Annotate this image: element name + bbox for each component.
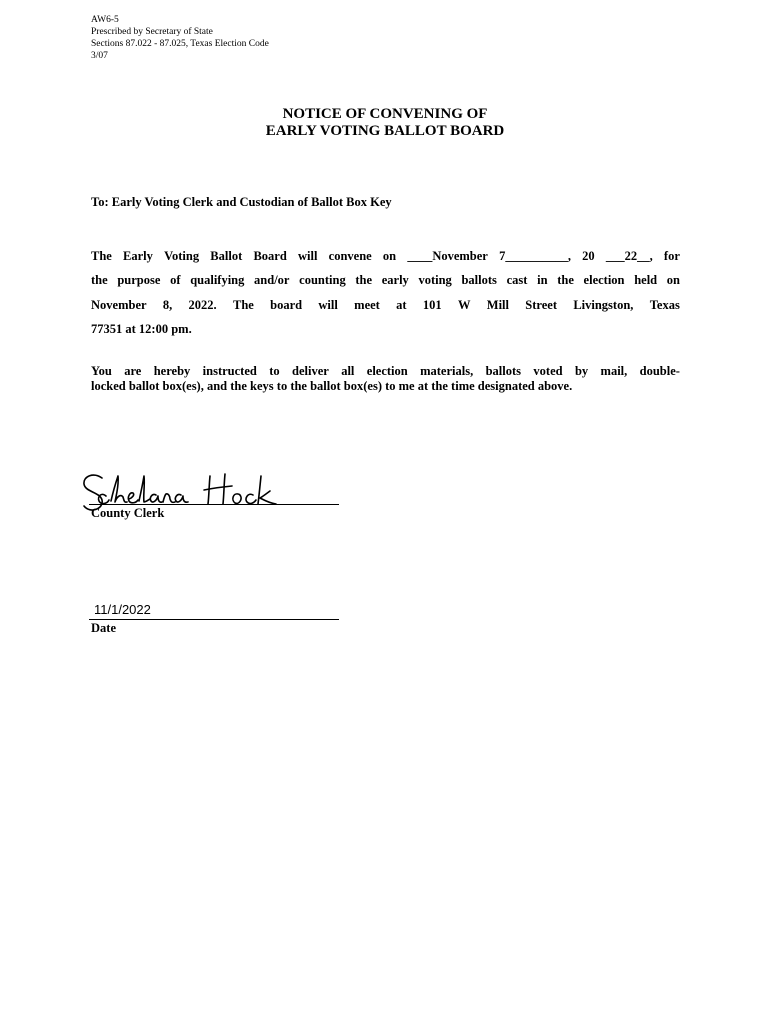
word: the	[355, 273, 373, 288]
paragraph-line	[91, 364, 680, 379]
word: ballots	[461, 273, 497, 288]
word: Mill	[486, 297, 509, 312]
word: and/or	[254, 273, 290, 288]
word: election	[583, 273, 625, 288]
paragraph-line-last: locked ballot box(es), and the keys to the ballot box(es) to me at the time designated above.	[91, 379, 573, 393]
form-header	[91, 14, 269, 62]
salutation: To: Early Voting Clerk and Custodian of Ballot Box Key	[91, 195, 392, 209]
form-revision: 3/07	[91, 51, 108, 61]
word: Livingston,	[573, 297, 634, 312]
code-sections: Sections 87.022 - 87.025, Texas Election Code	[91, 39, 269, 49]
word: ballots	[485, 364, 522, 378]
date-value: 11/1/2022	[94, 602, 151, 617]
word: voting	[418, 273, 452, 288]
word: purpose	[117, 273, 161, 288]
word: The	[91, 249, 112, 263]
word: for	[663, 249, 680, 263]
word: will	[318, 297, 338, 312]
word: the	[557, 273, 574, 288]
word: You	[91, 364, 112, 378]
word: at	[396, 297, 407, 312]
word: 101	[422, 297, 442, 312]
word: on	[382, 249, 397, 263]
county-clerk-label: County Clerk	[91, 506, 165, 520]
word: Ballot	[210, 249, 243, 263]
word: Board	[253, 249, 287, 263]
word: materials,	[420, 364, 474, 378]
word: the	[91, 273, 108, 288]
instruction-paragraph	[91, 364, 680, 394]
word: 8,	[162, 297, 173, 312]
word: instructed	[202, 364, 257, 378]
word: 2022.	[188, 297, 217, 312]
word: Voting	[164, 249, 200, 263]
word: cast	[506, 273, 528, 288]
word: 20	[582, 249, 595, 263]
word: voted	[533, 364, 563, 378]
word: qualifying	[190, 273, 245, 288]
word: board	[270, 297, 303, 312]
word: will	[297, 249, 318, 263]
paragraph-line-last: 77351 at 12:00 pm.	[91, 321, 192, 336]
word: counting	[299, 273, 346, 288]
word: Early	[123, 249, 153, 263]
paragraph-line	[91, 272, 680, 296]
word: on	[666, 273, 680, 288]
form-id: AW6-5	[91, 15, 119, 25]
title-line-2: EARLY VOTING BALLOT BOARD	[265, 123, 505, 139]
word: convene	[328, 249, 372, 263]
title-line-1: NOTICE OF CONVENING OF	[282, 106, 488, 122]
word: W	[457, 297, 471, 312]
date-label: Date	[91, 621, 116, 635]
word: Texas	[649, 297, 680, 312]
word: hereby	[153, 364, 191, 378]
word: ____November	[407, 249, 488, 263]
word: are	[124, 364, 142, 378]
word: by	[574, 364, 589, 378]
prescribed-by: Prescribed by Secretary of State	[91, 27, 213, 37]
word: election	[366, 364, 408, 378]
word: 7__________,	[499, 249, 571, 263]
word: of	[170, 273, 181, 288]
word: all	[341, 364, 355, 378]
word: The	[232, 297, 254, 312]
word: early	[381, 273, 409, 288]
word: ___22__,	[605, 249, 653, 263]
convening-paragraph	[91, 248, 680, 345]
word: in	[537, 273, 548, 288]
paragraph-line	[91, 248, 680, 272]
word: double-	[639, 364, 680, 378]
word: deliver	[292, 364, 329, 378]
document-title	[0, 106, 770, 140]
word: Street	[525, 297, 557, 312]
word: meet	[354, 297, 380, 312]
word: November	[91, 297, 147, 312]
word: mail,	[600, 364, 628, 378]
signature-line	[89, 504, 339, 505]
word: to	[269, 364, 280, 378]
paragraph-line	[91, 297, 680, 321]
word: held	[634, 273, 658, 288]
date-line	[89, 619, 339, 620]
